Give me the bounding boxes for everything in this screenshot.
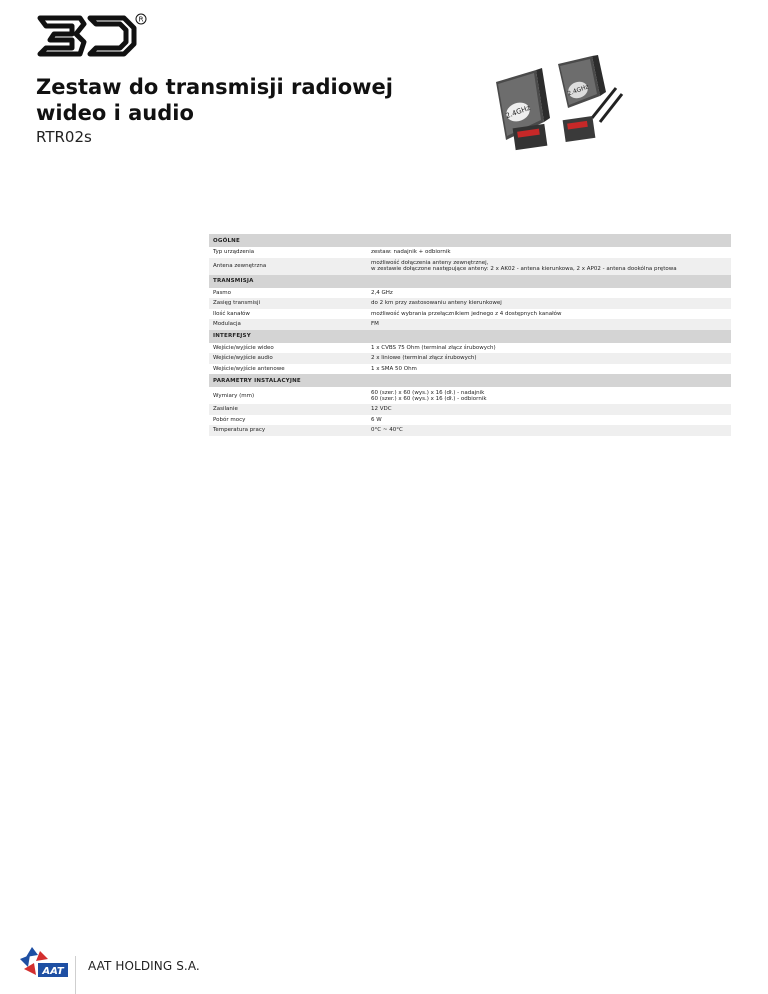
spec-key: Antena zewnętrzna xyxy=(209,258,367,275)
product-image xyxy=(488,52,628,162)
specification-table xyxy=(209,234,731,436)
spec-section-header xyxy=(209,275,731,288)
spec-key: Zasilanie xyxy=(209,404,367,415)
spec-row xyxy=(209,353,731,364)
spec-row xyxy=(209,288,731,299)
spec-value: FM xyxy=(367,319,731,330)
spec-value: 1 x SMA 50 Ohm xyxy=(371,365,417,372)
spec-section-title: PARAMETRY INSTALACYJNE xyxy=(209,374,731,387)
spec-value: 1 x CVBS 75 Ohm (terminal złącz śrubowych) xyxy=(371,344,496,351)
antenna-label-right: 2.4GHz xyxy=(566,83,590,98)
footer-logo-text: AAT xyxy=(42,966,64,977)
footer-divider xyxy=(75,956,76,994)
spec-row xyxy=(209,425,731,436)
spec-row xyxy=(209,298,731,309)
spec-section-header xyxy=(209,234,731,247)
page-title: Zestaw do transmisji radiowej wideo i audio xyxy=(36,75,393,125)
spec-key: Pobór mocy xyxy=(213,416,246,423)
spec-key: Wejście/wyjście audio xyxy=(209,353,367,364)
spec-row xyxy=(209,247,731,258)
spec-row xyxy=(209,258,731,275)
spec-key: Zasięg transmisji xyxy=(209,298,367,309)
spec-row xyxy=(209,415,731,426)
spec-key: Wejście/wyjście wideo xyxy=(213,344,274,351)
spec-value: 6 W xyxy=(371,416,382,423)
spec-row xyxy=(209,364,731,375)
spec-value: 2 x liniowe (terminal złącz śrubowych) xyxy=(367,353,731,364)
spec-key: Wejście/wyjście antenowe xyxy=(213,365,285,372)
spec-row xyxy=(209,404,731,415)
spec-section-header xyxy=(209,330,731,343)
spec-key: Modulacja xyxy=(209,319,367,330)
spec-value: do 2 km przy zastosowaniu anteny kierunkowej xyxy=(367,298,731,309)
spec-row xyxy=(209,387,731,404)
spec-section-header xyxy=(209,374,731,387)
antenna-label-left: 2.4GHz xyxy=(504,103,532,121)
spec-value: możliwość wybrania przełącznikiem jednego z 4 dostępnych kanałów xyxy=(371,310,562,317)
spec-key: Typ urządzenia xyxy=(213,249,255,256)
spec-key: Ilość kanałów xyxy=(213,310,250,317)
spec-row xyxy=(209,343,731,354)
aat-holding-logo xyxy=(18,945,70,979)
spec-section-title: TRANSMISJA xyxy=(209,275,731,288)
spec-key: Temperatura pracy xyxy=(209,425,367,436)
spec-row xyxy=(209,309,731,320)
spec-value: 12 VDC xyxy=(367,404,731,415)
spec-row xyxy=(209,319,731,330)
spec-value: 60 (szer.) x 60 (wys.) x 16 (dł.) - nadajnik 60 (szer.) x 60 (wys.) x 16 (dł.) - odbiornik xyxy=(371,389,487,402)
spec-value: zestaw: nadajnik + odbiornik xyxy=(371,249,451,256)
brand-3d-logo xyxy=(36,12,148,60)
spec-key: Wymiary (mm) xyxy=(213,392,255,399)
footer-company-name: AAT HOLDING S.A. xyxy=(88,959,200,973)
spec-section-title: INTERFEJSY xyxy=(209,330,731,343)
spec-section-title: OGÓLNE xyxy=(209,234,731,247)
spec-key: Pasmo xyxy=(213,289,232,296)
svg-text:R: R xyxy=(138,15,144,24)
model-number: RTR02s xyxy=(36,128,92,146)
spec-value: możliwość dołączenia anteny zewnętrznej, w zestawie dołączone następujące anteny: 2 x AK02 - antena kierunkowa, 2 x AP02 - antena dookólna prętowa xyxy=(367,258,731,275)
spec-value: 2,4 GHz xyxy=(371,289,393,296)
spec-value: 0°C ~ 40°C xyxy=(367,425,731,436)
